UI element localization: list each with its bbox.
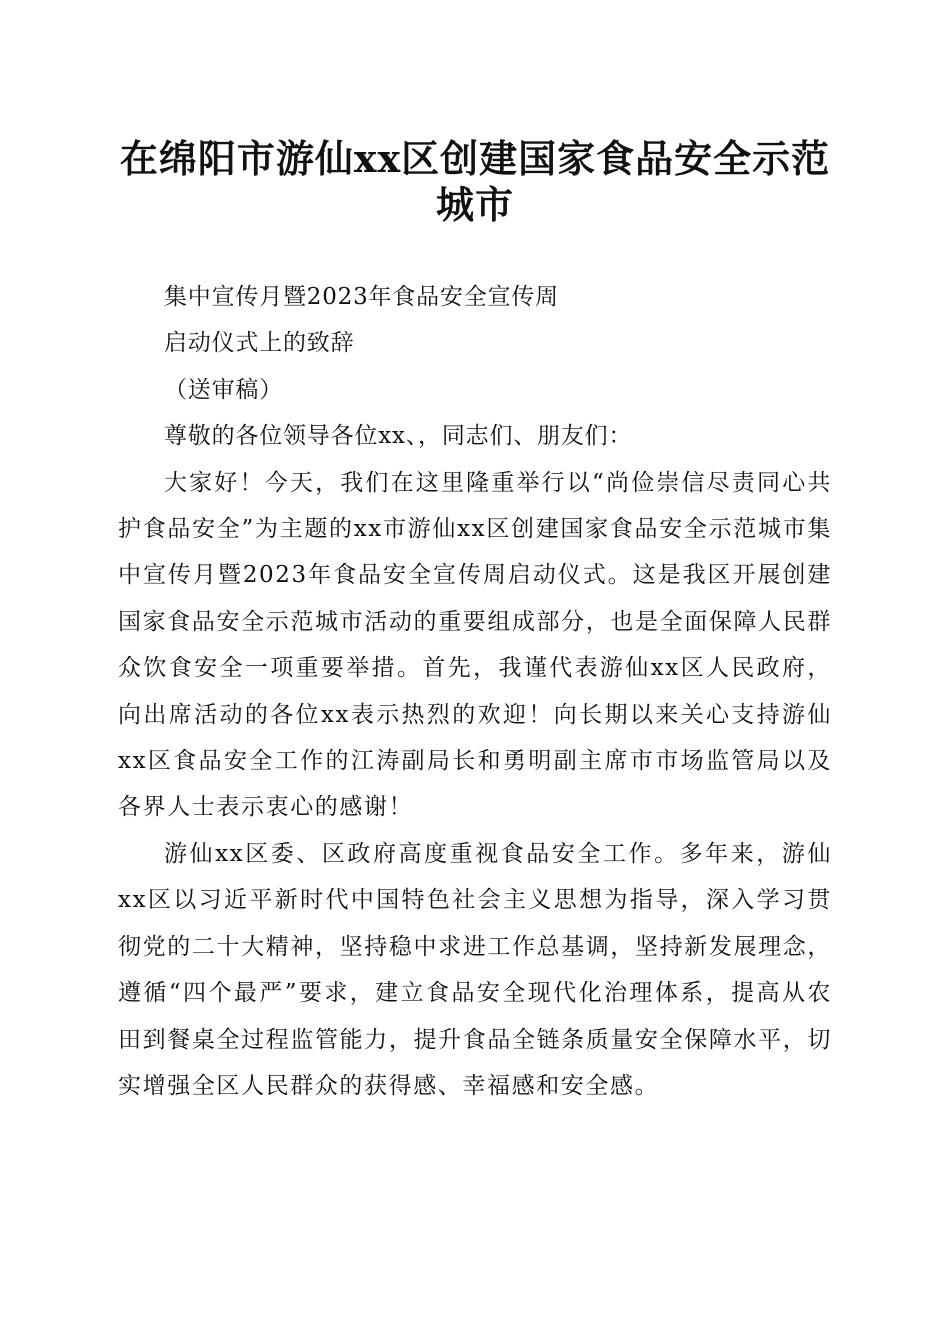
document-body (118, 274, 832, 1109)
salutation: 尊敬的各位领导各位xx、，同志们、朋友们： (164, 423, 633, 450)
subtitle-line-2: 启动仪式上的致辞 (164, 330, 355, 357)
document-title: 在绵阳市游仙xx区创建国家食品安全示范城市 (119, 136, 831, 227)
paragraph-greeting: 大家好！今天，我们在这里隆重举行以“尚俭崇信尽责同心共护食品安全”为主题的xx市游仙xx区创建国家食品安全示范城市集中宣传月暨2023年食品安全宣传周启动仪式。这是我区开展创建国家食品安全示范城市活动的重要组成部分，也是全面保障人民群众饮食安全一项重要举措。首先，我谨代表游仙xx区人民政府，向出席活动的各位xx表示热烈的欢迎！向长期以来关心支持游仙xx区食品安全工作的江涛副局长和勇明副主席市市场监管局以及各界人士表示衷心的感谢！ (118, 469, 832, 821)
subtitle-line-1: 集中宣传月暨2023年食品安全宣传周 (164, 284, 559, 310)
paragraph-work-overview: 游仙xx区委、区政府高度重视食品安全工作。多年来，游仙xx区以习近平新时代中国特色社会主义思想为指导，深入学习贯彻党的二十大精神，坚持稳中求进工作总基调，坚持新发展理念，遵循“四个最严”要求，建立食品安全现代化治理体系，提高从农田到餐桌全过程监管能力，提升食品全链条质量安全保障水平，切实增强全区人民群众的获得感、幸福感和安全感。 (118, 840, 832, 1099)
draft-note: （送审稿） (164, 376, 283, 403)
